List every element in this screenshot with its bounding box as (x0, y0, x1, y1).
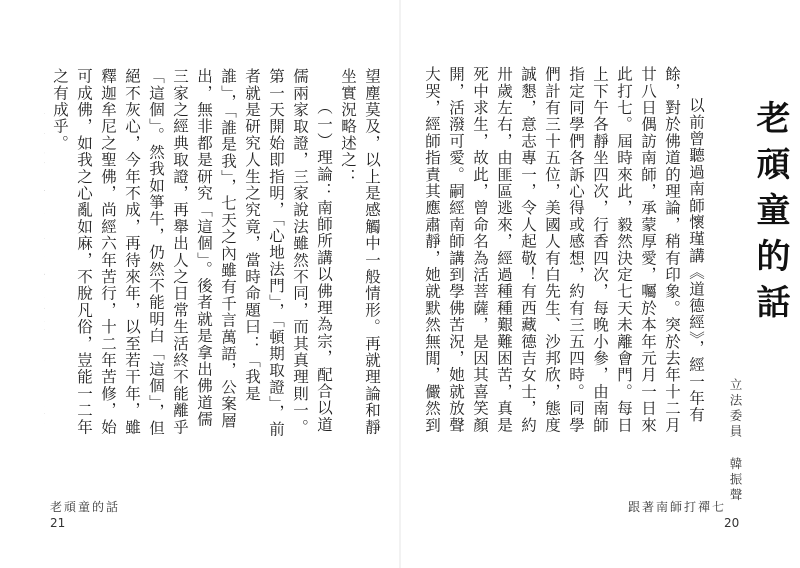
paragraph: 以前曾聽過南師懷瑾講《道德經》，經一年有餘，對於佛道的理論，稍有印象。突於去年十二月廿八日偶訪南師，承蒙厚愛，囑於本年元月一日來此打七。屆時來此，毅然決定七天未離會門。每日上下午各靜坐四次，行香四次，每晚小參，由南師指定同學們各訴心得或感想，約有三五四時。同學們計有三十五位，美國人有白先生、沙邦欣，態度誠懇，意志專一，令人起敬！有西藏德吉女士，約卅歲左右，由匪區逃來，經過種種艱難困苦，真是死中求生，故此，曾命名為活菩薩，是因其喜笑顏開，活潑可愛。嗣經南師講到學佛苦況，她就放聲大哭，經師指責其應肅靜，她就默然無閒，儼然到 (423, 66, 705, 434)
paragraph: 望塵莫及，以上是感觸中一般情形。再就理論和靜坐實況略述之： (339, 68, 381, 436)
left-footer-title: 老頑童的話 (50, 500, 121, 514)
left-page-body (44, 68, 384, 438)
right-footer-title: 跟著南師打禪七 (628, 500, 727, 514)
chapter-title: 老頑童的話 (750, 100, 790, 330)
right-page (400, 0, 800, 568)
right-page-number: 20 (724, 516, 740, 530)
author-byline (726, 378, 744, 503)
paragraph (44, 68, 48, 438)
author-role: 立法委員 (728, 378, 743, 440)
paragraph: （一）理論：南師所講以佛理為宗，配合以道儒兩家取證，三家說法雖然不同，而其真理則一。第一天開始即指明，「心地法門」，「頓期取證」，前者就是研究人生之究竟，當時命題曰：「我是誰」，「誰是我」，七天之內雖有千言萬語，公案層出，無非都是研究「這個」。後者就是拿出佛道儒三家之經典取證，再舉出人之日常生活終不能離乎「這個」。然我如箏牛，仍然不能明白「這個」，但絕不灰心，今年不成，再待來年，以至若干年，雖釋迦牟尼之聖佛，尚經六年苦行，十二年苦修，始可成佛，如我之心亂如麻，不脫凡俗，豈能一二年之有成乎。 (51, 68, 333, 438)
author-name: 韓振聲 (728, 456, 743, 504)
right-page-body (418, 66, 708, 438)
left-page-number: 21 (50, 516, 66, 530)
